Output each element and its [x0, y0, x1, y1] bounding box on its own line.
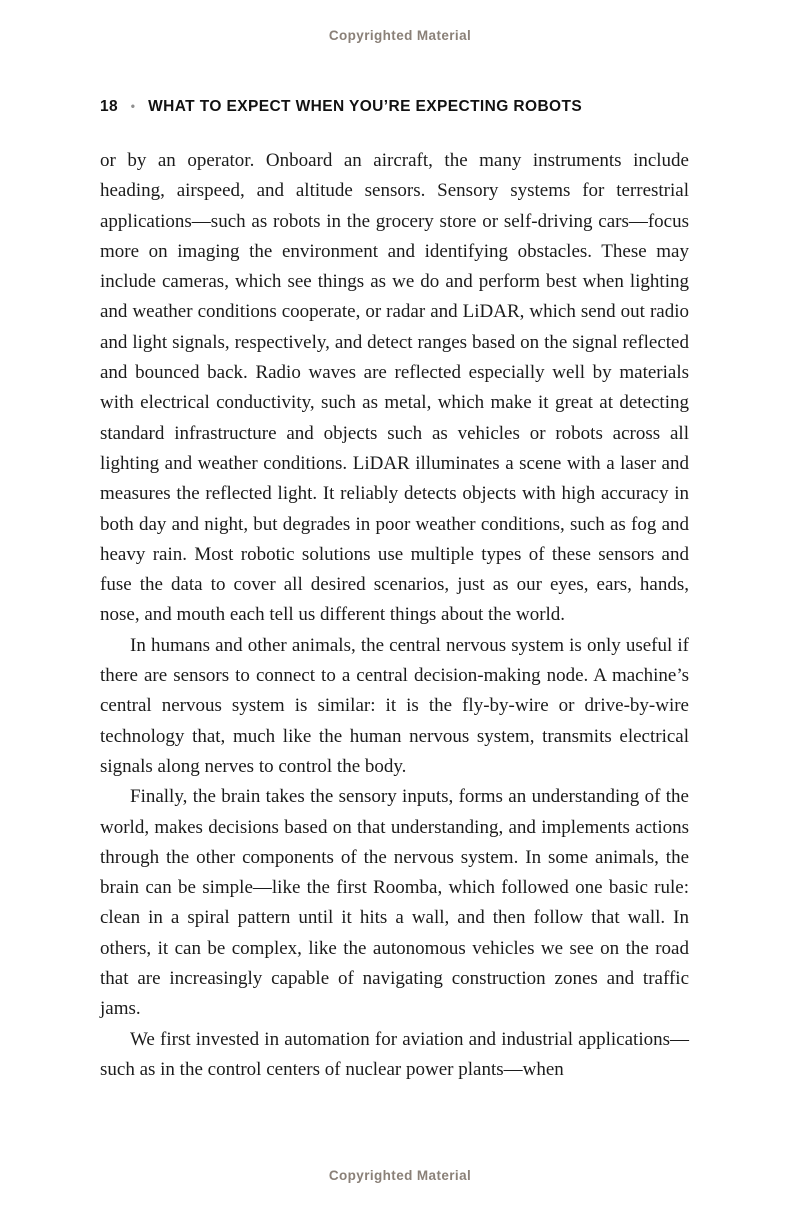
header-bullet-separator: • [130, 99, 136, 113]
paragraph-sensors: or by an operator. Onboard an aircraft, the many instruments include heading, airspeed, and altitude sensors. Sensory systems for terrestrial applications—such as robots in the grocery store or self-driving cars—focus more on imaging the environment and identifying obstacles. These may include cameras, which see things as we do and perform best when lighting and weather conditions cooperate, or radar and LiDAR, which send out radio and light signals, respectively, and detect ranges based on the signal reflected and bounced back. Radio waves are reflected especially well by materials with electrical conductivity, such as metal, which make it great at detecting standard infrastructure and objects such as vehicles or robots across all lighting and weather conditions. LiDAR illuminates a scene with a laser and measures the reflected light. It reliably detects objects with high accuracy in both day and night, but degrades in poor weather conditions, such as fog and heavy rain. Most robotic solutions use multiple types of these sensors and fuse the data to cover all desired scenarios, just as our eyes, ears, hands, nose, and mouth each tell us different things about the world. [100, 150, 689, 626]
page-number: 18 [100, 98, 119, 115]
paragraph-brain: Finally, the brain takes the sensory inputs, forms an understanding of the world, makes decisions based on that understanding, and implements actions through the other components of the nervous system. In some animals, the brain can be simple—like the first Roomba, which followed one basic rule: clean in a spiral pattern until it hits a wall, and then follow that wall. In others, it can be complex, like the autonomous vehicles we see on the road that are increasingly capable of navigating construction zones and traffic jams. [100, 786, 689, 1020]
copyright-notice-top: Copyrighted Material [328, 28, 472, 43]
copyright-notice-bottom: Copyrighted Material [328, 1168, 472, 1183]
paragraph-automation: We first invested in automation for aviation and industrial applications—such as in the control centers of nuclear power plants—when [100, 1028, 689, 1080]
paragraph-nervous-system: In humans and other animals, the central nervous system is only useful if there are sensors to connect to a central decision-making node. A machine’s central nervous system is similar: it is the fly-by-wire or drive-by-wire technology that, much like the human nervous system, transmits electrical signals along nerves to control the body. [100, 634, 689, 777]
page-body [100, 146, 689, 1085]
running-header [100, 98, 690, 116]
running-title: WHAT TO EXPECT WHEN YOU’RE EXPECTING ROBOTS [148, 98, 583, 115]
